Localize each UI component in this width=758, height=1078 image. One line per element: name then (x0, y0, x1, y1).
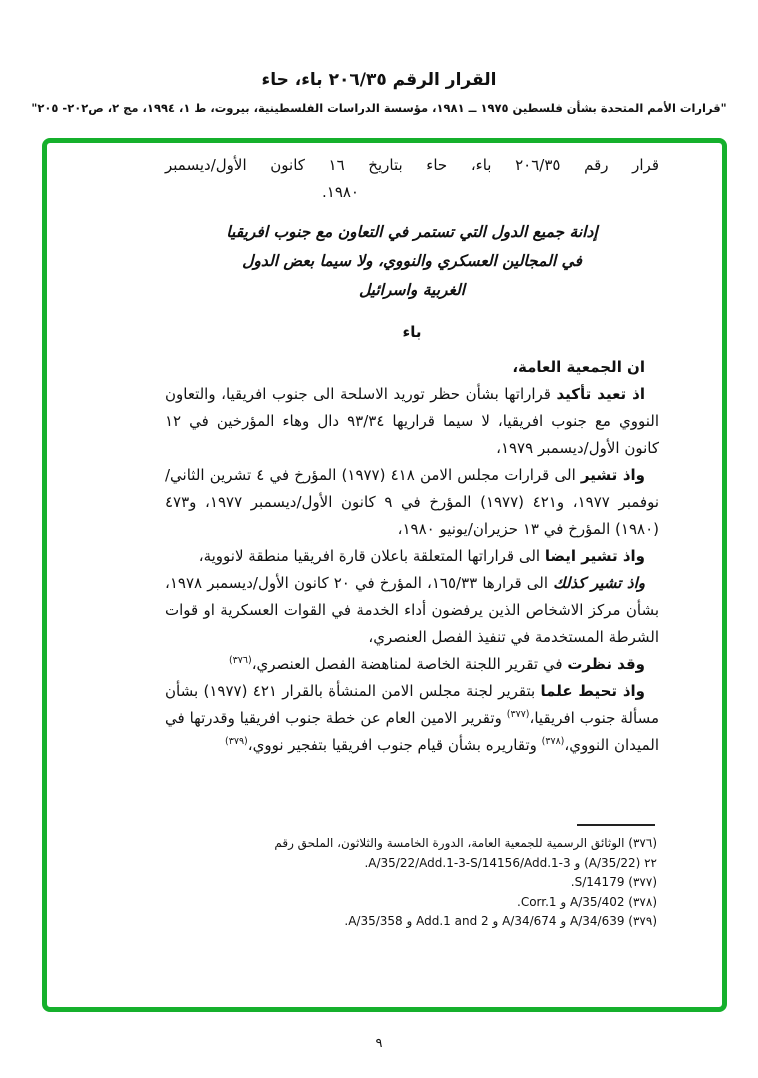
text-segment: بتقرير لجنة مجلس الامن المنشأة بالقرار ٤٢١ (١٩٧٧) بشأن مسألة جنوب افريقيا، (165, 682, 659, 727)
text-segment: واذ تحيط علما (540, 682, 645, 700)
resolution-intro-line2: ١٩٨٠. (321, 183, 359, 201)
footnote-line: ٢٢ (A/35/22) و A/35/22/Add.1-3-S/14156/Add.1-3. (364, 855, 657, 870)
resolution-title-line: الغربية واسرائيل (358, 281, 466, 299)
footnote-ref: (٣٧٩) (225, 736, 248, 747)
footnotes-block (165, 824, 657, 932)
footnote-ref: (٣٧٧) (506, 709, 530, 720)
resolution-intro-line1: قرار رقم ٢٠٦/٣٥ باء، حاء بتاريخ ١٦ كانون الأول/ديسمبر (165, 156, 659, 174)
preamble-assembly (165, 354, 659, 381)
text-segment: في تقرير اللجنة الخاصة لمناهضة الفصل العنصري، (251, 655, 568, 673)
preamble-recalling-also (165, 543, 659, 570)
text-segment: الى قرارات مجلس الامن ٤١٨ (١٩٧٧) المؤرخ في ٤ تشرين الثاني/نوفمبر ١٩٧٧، و٤٢١ (١٩٧٧) المؤرخ في ٩ كانون الأول/ديسمبر ١٩٧٧، و٤٧٣ (١٩٨٠) المؤرخ في ١٣ حزيران/يونيو ١٩٨٠، (165, 466, 660, 538)
resolution-body (165, 152, 659, 759)
text-segment: اذ تعيد تأكيد (556, 385, 645, 403)
footnote-line: (٣٧٨) A/35/402 و Corr.1. (517, 894, 657, 909)
resolution-title (165, 218, 659, 305)
preamble-taking-note (165, 678, 659, 759)
preamble-having-considered (165, 651, 659, 678)
footnote-ref: (٣٧٨) (541, 736, 565, 747)
text-segment: وتقاريره بشأن قيام جنوب افريقيا بتفجير نووي، (247, 736, 542, 754)
preamble-recalling-further (165, 570, 659, 651)
text-segment: وتقرير الامين العام عن خطة جنوب افريقيا وقدرتها في الميدان النووي، (165, 709, 659, 754)
section-letter: باء (402, 323, 422, 341)
preamble-paragraphs (165, 354, 659, 759)
footnote-ref: (٣٧٦) (228, 655, 252, 666)
text-segment: واذ تشير (580, 466, 645, 484)
text-segment: الى قرارها ١٦٥/٣٣، المؤرخ في ٢٠ كانون الأول/ديسمبر ١٩٧٨، بشأن مركز الاشخاص الذين يرفضون أداء الخدمة في القوات العسكرية او قوات الشرطة المستخدمة في تنفيذ الفصل العنصري، (165, 574, 659, 646)
text-segment: ان الجمعية العامة، (512, 358, 645, 376)
preamble-reaffirming (165, 381, 659, 462)
page-title: القرار الرقم ٢٠٦/٣٥ باء، حاء (261, 70, 497, 90)
preamble-recalling (165, 462, 659, 543)
resolution-title-line: في المجالين العسكري والنووي، ولا سيما بعض الدول (242, 252, 582, 270)
footnote-lines (165, 834, 657, 932)
footnote-line: (٣٧٦) الوثائق الرسمية للجمعية العامة، الدورة الخامسة والثلاثون، الملحق رقم (274, 836, 657, 850)
page-number: ٩ (375, 1036, 383, 1051)
source-citation: "قرارات الأمم المتحدة بشأن فلسطين ١٩٧٥ ــ ١٩٨١، مؤسسة الدراسات الفلسطينية، بيروت، ط ١، ١٩٩٤، مج ٢، ص٢٠٢- ٢٠٥" (31, 101, 727, 115)
text-segment: واذ تشير ايضا (544, 547, 645, 565)
footnote-line: (٣٧٧) S/14179. (570, 875, 657, 889)
text-segment: الى قراراتها المتعلقة باعلان قارة افريقيا منطقة لانووية، (198, 547, 545, 565)
footnote-separator (577, 824, 655, 826)
footnote-line: (٣٧٩) A/34/639 و A/34/674 و Add.1 and 2 و A/35/358. (344, 914, 657, 928)
text-segment: وقد نظرت (567, 655, 645, 673)
text-segment: واذ تشير كذلك (553, 574, 646, 592)
resolution-title-line: إدانة جميع الدول التي تستمر في التعاون مع جنوب افريقيا (226, 223, 598, 241)
text-segment: قراراتها بشأن حظر توريد الاسلحة الى جنوب افريقيا، والتعاون النووي مع جنوب افريقيا، لا سيما قراريها ٩٣/٣٤ دال وهاء المؤرخين في ١٢ كانون الأول/ديسمبر ١٩٧٩، (165, 385, 659, 457)
